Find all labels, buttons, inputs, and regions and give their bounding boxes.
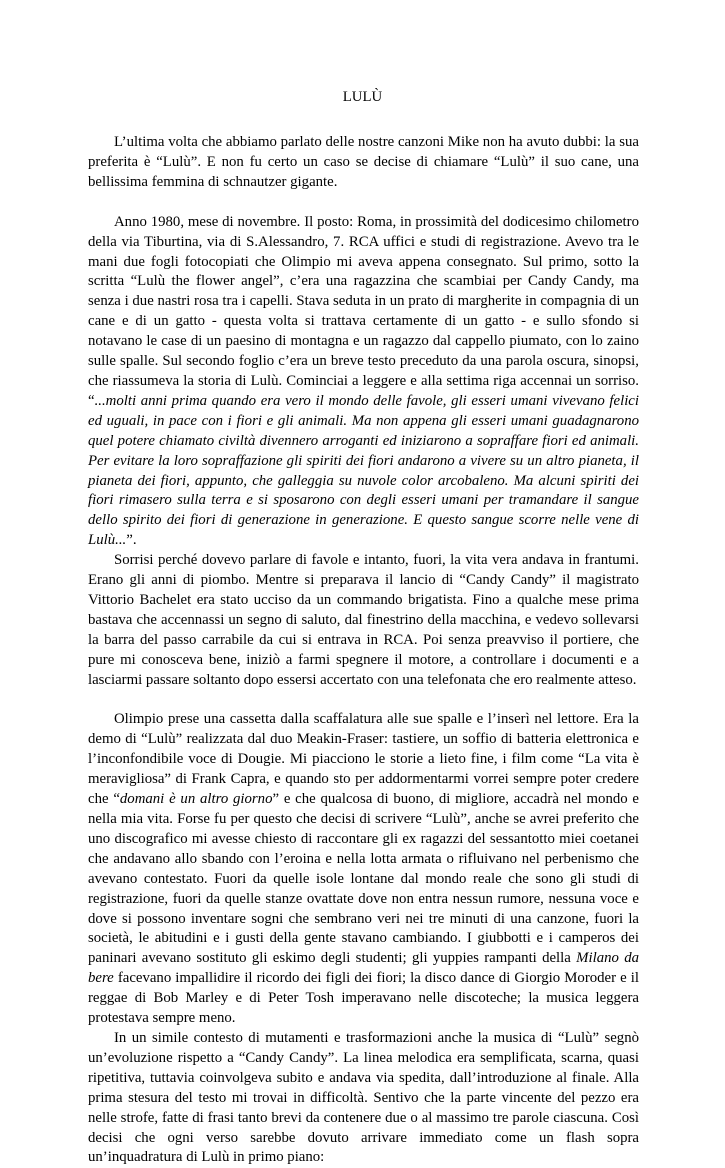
paragraph-2-text: Anno 1980, mese di novembre. Il posto: Roma, in prossimità del dodicesimo chilometro della via Tiburtina, via di S.Alessandro, 7. RCA uffici e studi di registrazione. Avevo tra le mani due fogli fotocopiati che Olimpio mi aveva appena consegnato. Sul primo, sotto la scritta “Lulù the flower angel”, c’era una ragazzina che scambiai per Candy Candy, ma senza i due nastri rosa tra i capelli. Stava seduta in un prato di margherite in compagnia di un cane e di un gatto - questa volta si trattava certamente di un gatto - e sullo sfondo si notavano le case di un paesino di montagna e un ragazzo dal cappello piumato, con lo zaino sulle spalle. Sul secondo foglio c’era un breve testo preceduto da una parola oscura, sinopsi, che riassumeva la storia di Lulù. Cominciai a leggere e alla settima riga accennai un sorriso. “ <box>88 213 639 409</box>
paragraph-4-text-b: ” e che qualcosa di buono, di migliore, accadrà nel mondo e nella mia vita. Forse fu per questo che decisi di scrivere “Lulù”, anche se avrei preferito che uno discografico mi avesse chiesto di raccontare gli ex ragazzi del sessantotto miei coetanei che andavano allo sbando con l’eroina e nella lotta armata o rifluivano nel perbenismo che avevano contestato. Fuori da quelle isole lontane dal mondo reale che sono gli studi di registrazione, fuori da quelle stanze ovattate dove non entra nessun rumore, nessuna voce e dove si possono inventare sogni che sembrano veri nei tre minuti di una canzone, fuori la società, le abitudini e i gusti della gente stavano cambiando. I giubbotti e i camperos dei paninari avevano sostituto gli eskimo degli studenti; gli yuppies rampanti della <box>88 791 639 967</box>
page-title: LULÙ <box>342 89 383 105</box>
paragraph-3: Sorrisi perché dovevo parlare di favole e intanto, fuori, la vita vera andava in frantumi. Erano gli anni di piombo. Mentre si preparava il lancio di “Candy Candy” il magistrato Vittorio Bachelet era stato ucciso da un commando brigatista. Fino a qualche mese prima bastava che accennassi un segno di saluto, dal finestrino della macchina, e vedevo sollevarsi la barra del passo carrabile da cui si entrava in RCA. Poi senza preavviso il portiere, che pure mi conosceva bene, iniziò a farmi spegnere il motore, a controllare i documenti e a lasciarmi passare soltanto dopo essersi accertato con una telefonata che ero realmente atteso. <box>88 552 639 688</box>
paragraph-2-end: ”. <box>126 532 137 549</box>
paragraph-4-italic-1: domani è un altro giorno <box>119 791 273 808</box>
paragraph-2-quote: ...molti anni prima quando era vero il mondo delle favole, gli esseri umani vivevano felici ed uguali, in pace con i fiori e gli animali. Ma non appena gli esseri umani guadagnarono quel potere chiamato civiltà divennero arroganti ed iniziarono a sopraffare fiori ed animali. Per evitare la loro sopraffazione gli spiriti dei fiori andarono a vivere su un altro pianeta, il pianeta dei fiori, appunto, che galleggia su nuvole color arcobaleno. Ma alcuni spiriti dei fiori rimasero sulla terra e si sposarono con degli esseri umani per tramandare il sangue dello spirito dei fiori di generazione in generazione. E questo sangue scorre nelle vene di Lulù... <box>88 392 639 549</box>
paragraph-4-italic-2: Milano da bere <box>88 950 639 987</box>
document-body <box>88 133 639 1168</box>
paragraph-4 <box>88 710 639 1029</box>
paragraph-5: In un simile contesto di mutamenti e trasformazioni anche la musica di “Lulù” segnò un’evoluzione rispetto a “Candy Candy”. La linea melodica era semplificata, scarna, quasi ripetitiva, tuttavia coinvolgeva subito e andava via spedita, dall’introduzione al finale. Alla prima stesura del testo mi trovai in difficoltà. Sentivo che la parte vincente del pezzo era nelle strofe, fatte di frasi tanto brevi da contenere due o al massimo tre parole ciascuna. Così decisi che ogni verso sarebbe dovuto arrivare immediato come un flash sopra un’inquadratura di Lulù in primo piano: <box>88 1029 639 1166</box>
paragraph-4-text-a: Olimpio prese una cassetta dalla scaffalatura alle sue spalle e l’inserì nel lettore. Era la demo di “Lulù” realizzata dal duo Meakin-Fraser: tastiere, un soffio di batteria elettronica e l’inconfondibile voce di Dougie. Mi piacciono le storie a lieto fine, i film come “La vita è meravigliosa” di Frank Capra, e quando sto per addormentarmi vorrei sempre poter credere che “ <box>88 711 639 808</box>
paragraph-1: L’ultima volta che abbiamo parlato delle nostre canzoni Mike non ha avuto dubbi: la sua preferita è “Lulù”. E non fu certo un caso se decise di chiamare “Lulù” il suo cane, una bellissima femmina di schnautzer gigante. <box>88 134 639 190</box>
paragraph-4-text-c: facevano impallidire il ricordo dei figli dei fiori; la disco dance di Giorgio Moroder e il reggae di Bob Marley e di Peter Tosh imperavano nelle discoteche; la musica leggera protestava sempre meno. <box>88 970 639 1027</box>
paragraph-2 <box>88 213 639 551</box>
